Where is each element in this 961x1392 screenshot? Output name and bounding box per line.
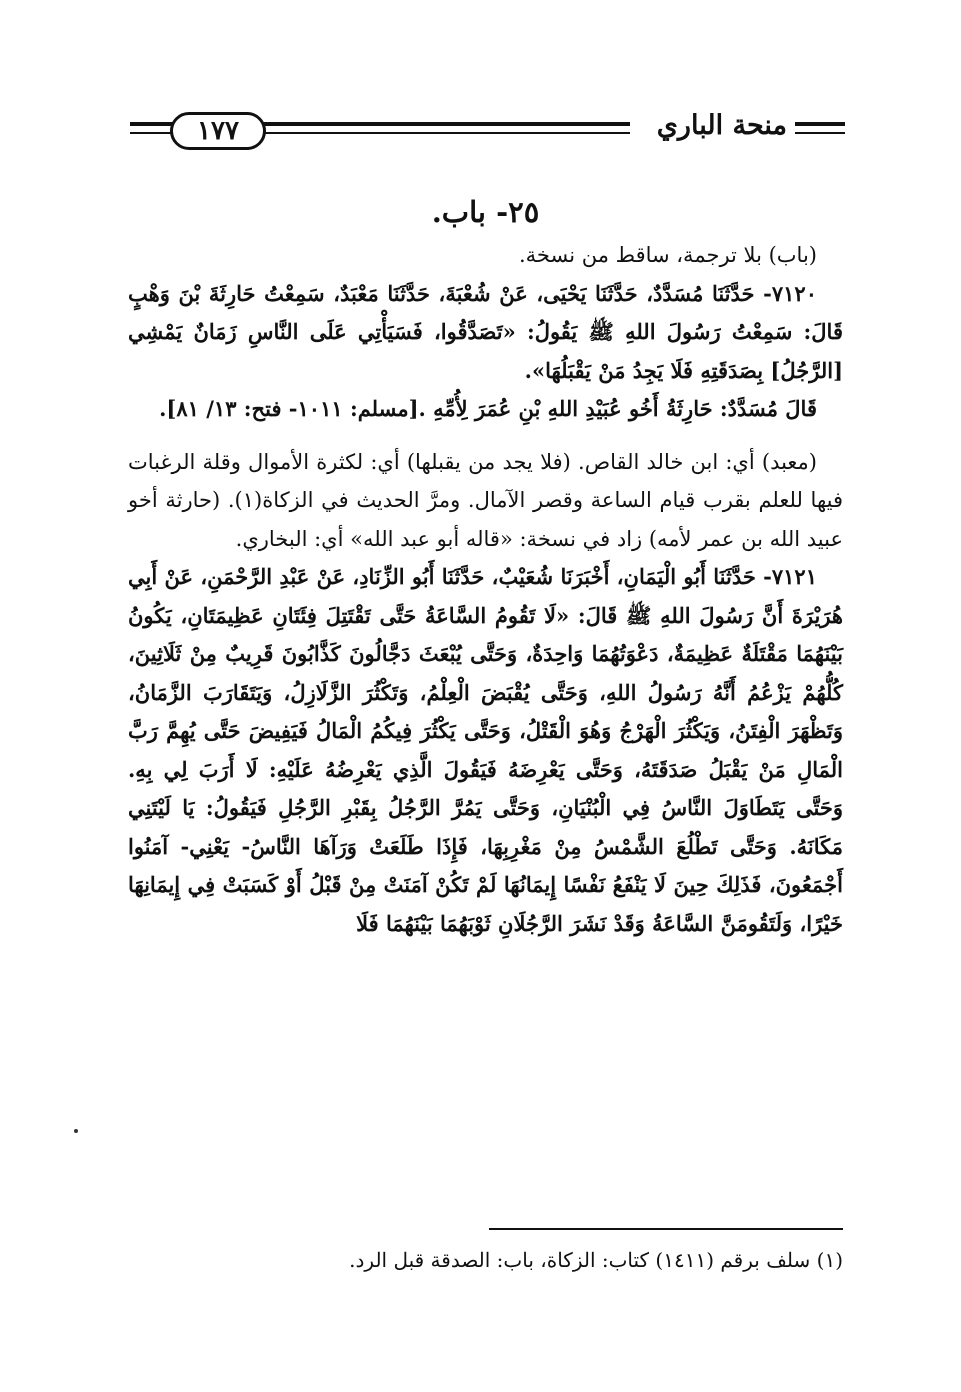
paragraph-spacer bbox=[128, 429, 843, 443]
header-rule-right-bottom bbox=[795, 132, 845, 134]
footnote-separator bbox=[489, 1228, 843, 1230]
header-rule-right-top bbox=[795, 122, 845, 126]
page-number: ١٧٧ bbox=[170, 112, 266, 150]
hadith-paragraph: ٧١٢٠- حَدَّثَنَا مُسَدَّدٌ، حَدَّثَنَا يَحْيَى، عَنْ شُعْبَةَ، حَدَّثَنَا مَعْبَدٌ، سَمِعْتُ حَارِثَةَ بْنَ وَهْبٍ قَالَ: سَمِعْتُ رَسُولَ اللهِ ﷺ يَقُولُ: «تَصَدَّقُوا، فَسَيَأْتِي عَلَى النَّاسِ زَمَانٌ يَمْشِي [الرَّجُلُ] بِصَدَقَتِهِ فَلَا يَجِدُ مَنْ يَقْبَلُهَا». bbox=[128, 280, 843, 383]
page-body bbox=[128, 190, 843, 943]
hadith-paragraph: قَالَ مُسَدَّدٌ: حَارِثَةُ أَخُو عُبَيْدِ اللهِ بْنِ عُمَرَ لِأُمِّهِ .[مسلم: ١٠١١- فتح: ١٣/ ٨١]. bbox=[159, 396, 817, 421]
commentary-paragraph: (باب) بلا ترجمة، ساقط من نسخة. bbox=[518, 243, 817, 267]
commentary-paragraph: (معبد) أي: ابن خالد القاص. (فلا يجد من يقبلها) أي: لكثرة الأموال وقلة الرغبات فيها للعلم بقرب قيام الساعة وقصر الآمال. ومرَّ الحديث في الزكاة(١). (حارثة أخو عبيد الله بن عمر لأمه) زاد في نسخة: «قاله أبو عبد الله» أي: البخاري. bbox=[128, 449, 843, 551]
margin-dot bbox=[74, 1129, 78, 1133]
header-rule-middle-bottom bbox=[260, 132, 630, 134]
book-title: منحة الباري bbox=[656, 110, 787, 141]
header-rule-middle-top bbox=[260, 122, 630, 126]
hadith-paragraph: ٧١٢١- حَدَّثَنَا أَبُو الْيَمَانِ، أَخْبَرَنَا شُعَيْبٌ، حَدَّثَنَا أَبُو الزِّنَادِ، عَنْ عَبْدِ الرَّحْمَنِ، عَنْ أَبِي هُرَيْرَةَ أَنَّ رَسُولَ اللهِ ﷺ قَالَ: «لَا تَقُومُ السَّاعَةُ حَتَّى تَقْتَتِلَ فِئَتَانِ عَظِيمَتَانِ، يَكُونُ بَيْنَهُمَا مَقْتَلَةٌ عَظِيمَةٌ، دَعْوَتُهُمَا وَاحِدَةٌ، وَحَتَّى يُبْعَثَ دَجَّالُونَ كَذَّابُونَ قَرِيبٌ مِنْ ثَلَاثِينَ، كُلُّهُمْ يَزْعُمُ أَنَّهُ رَسُولُ اللهِ، وَحَتَّى يُقْبَضَ الْعِلْمُ، وَتَكْثُرَ الزَّلَازِلُ، وَيَتَقَارَبَ الزَّمَانُ، وَتَظْهَرَ الْفِتَنُ، وَيَكْثُرَ الْهَرْجُ وَهُوَ الْقَتْلُ، وَحَتَّى يَكْثُرَ فِيكُمُ الْمَالُ فَيَفِيضَ حَتَّى يُهِمَّ رَبَّ الْمَالِ مَنْ يَقْبَلُ صَدَقَتَهُ، وَحَتَّى يَعْرِضَهُ فَيَقُولَ الَّذِي يَعْرِضُهُ عَلَيْهِ: لَا أَرَبَ لِي بِهِ. وَحَتَّى يَتَطَاوَلَ النَّاسُ فِي الْبُنْيَانِ، وَحَتَّى يَمُرَّ الرَّجُلُ بِقَبْرِ الرَّجُلِ فَيَقُولُ: يَا لَيْتَنِي مَكَانَهُ. وَحَتَّى تَطْلُعَ الشَّمْسُ مِنْ مَغْرِبِهَا، فَإِذَا طَلَعَتْ وَرَآهَا النَّاسُ- يَعْنِي- آمَنُوا أَجْمَعُونَ، فَذَلِكَ حِينَ لَا يَنْفَعُ نَفْسًا إِيمَانُهَا لَمْ تَكُنْ آمَنَتْ مِنْ قَبْلُ أَوْ كَسَبَتْ فِي إِيمَانِهَا خَيْرًا، وَلَتَقُومَنَّ السَّاعَةُ وَقَدْ نَشَرَ الرَّجُلَانِ ثَوْبَهُمَا بَيْنَهُمَا فَلَا bbox=[128, 564, 843, 936]
page-header bbox=[130, 108, 845, 156]
chapter-heading: ٢٥- باب. bbox=[431, 195, 540, 229]
footnote: (١) سلف برقم (١٤١١) كتاب: الزكاة، باب: الصدقة قبل الرد. bbox=[349, 1248, 843, 1272]
